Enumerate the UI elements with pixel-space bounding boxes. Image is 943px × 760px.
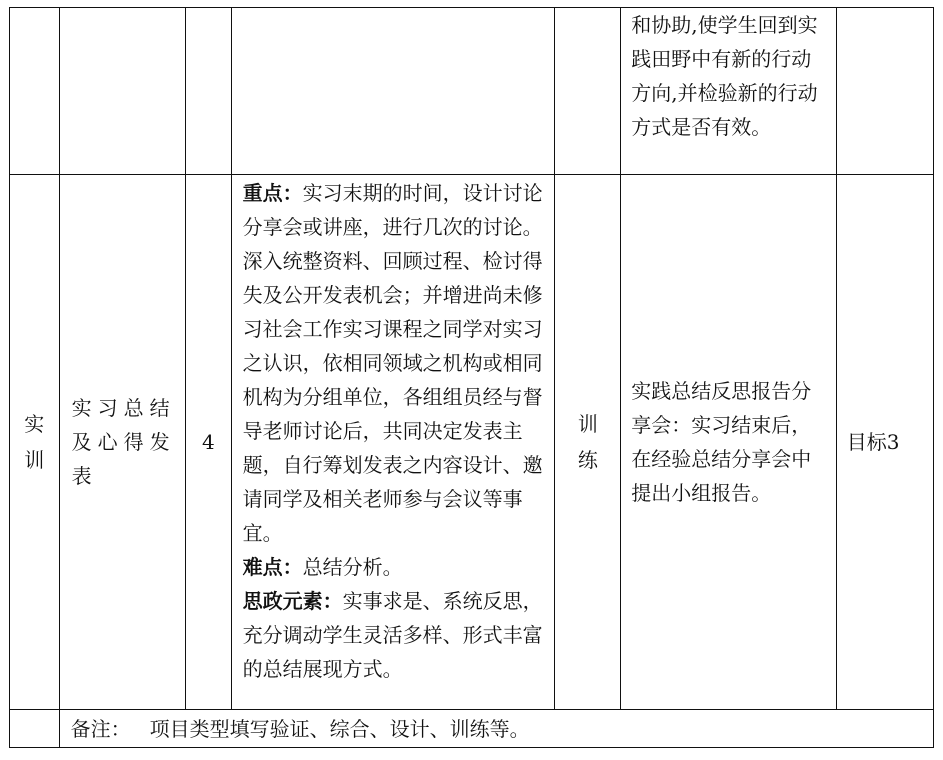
cell-hours-empty [186,8,232,175]
ideology-line [243,584,545,686]
table-row [10,175,934,710]
note-text: 项目类型填写验证、综合、设计、训练等。 [149,716,530,741]
difficulty-text: 总结分析。 [302,555,403,579]
key-points-label: 重点： [242,181,303,205]
cell-note [59,710,933,748]
cell-goal-empty [836,8,933,175]
cell-project-kind [555,175,621,710]
note-label: 备注： [70,716,131,741]
cell-project-type [10,175,60,710]
kind-char: 训 [577,412,598,436]
course-table [9,7,934,748]
note-row [10,710,934,748]
cell-project-name [59,175,186,710]
cell-goal [836,175,933,710]
requirement-text: 实践总结反思报告分享会：实习结束后，在经验总结分享会中提出小组报告。 [631,379,812,505]
type-char: 训 [24,448,45,472]
cell-content [231,175,555,710]
kind-char: 练 [577,448,598,472]
cell-content-empty [231,8,555,175]
ideology-label: 思政元素： [242,589,343,613]
cell-requirement-continued [621,8,837,175]
type-char: 实 [24,412,45,436]
goal-text: 目标3 [846,430,900,454]
hours-value: 4 [201,430,215,454]
difficulty-label: 难点： [242,555,303,579]
requirement-continued-text: 和协助,使学生回到实践田野中有新的行动方向,并检验新的行动方式是否有效。 [631,13,818,139]
table-row-continued [10,8,934,175]
cell-type-empty [10,8,60,175]
ideology-text: 实事求是、系统反思，充分调动学生灵活多样、形式丰富的总结展现方式。 [242,589,543,681]
note-spacer [10,710,60,748]
key-points-text: 实习末期的时间，设计讨论分享会或讲座，进行几次的讨论。深入统整资料、回顾过程、检讨得失及公开发表机会；并增进尚未修习社会工作实习课程之同学对实习之认识，依相同领域之机构或相同机构为分组单位，各组组员经与督导老师讨论后，共同决定发表主题，自行筹划发表之内容设计、邀请同学及相关老师参与会议等事宜。 [242,181,543,545]
project-name: 实习总结及心得发表 [71,396,176,488]
cell-hours [186,175,232,710]
cell-requirement [621,175,837,710]
cell-kind-empty [555,8,621,175]
cell-name-empty [59,8,186,175]
difficulty-line [243,550,545,584]
